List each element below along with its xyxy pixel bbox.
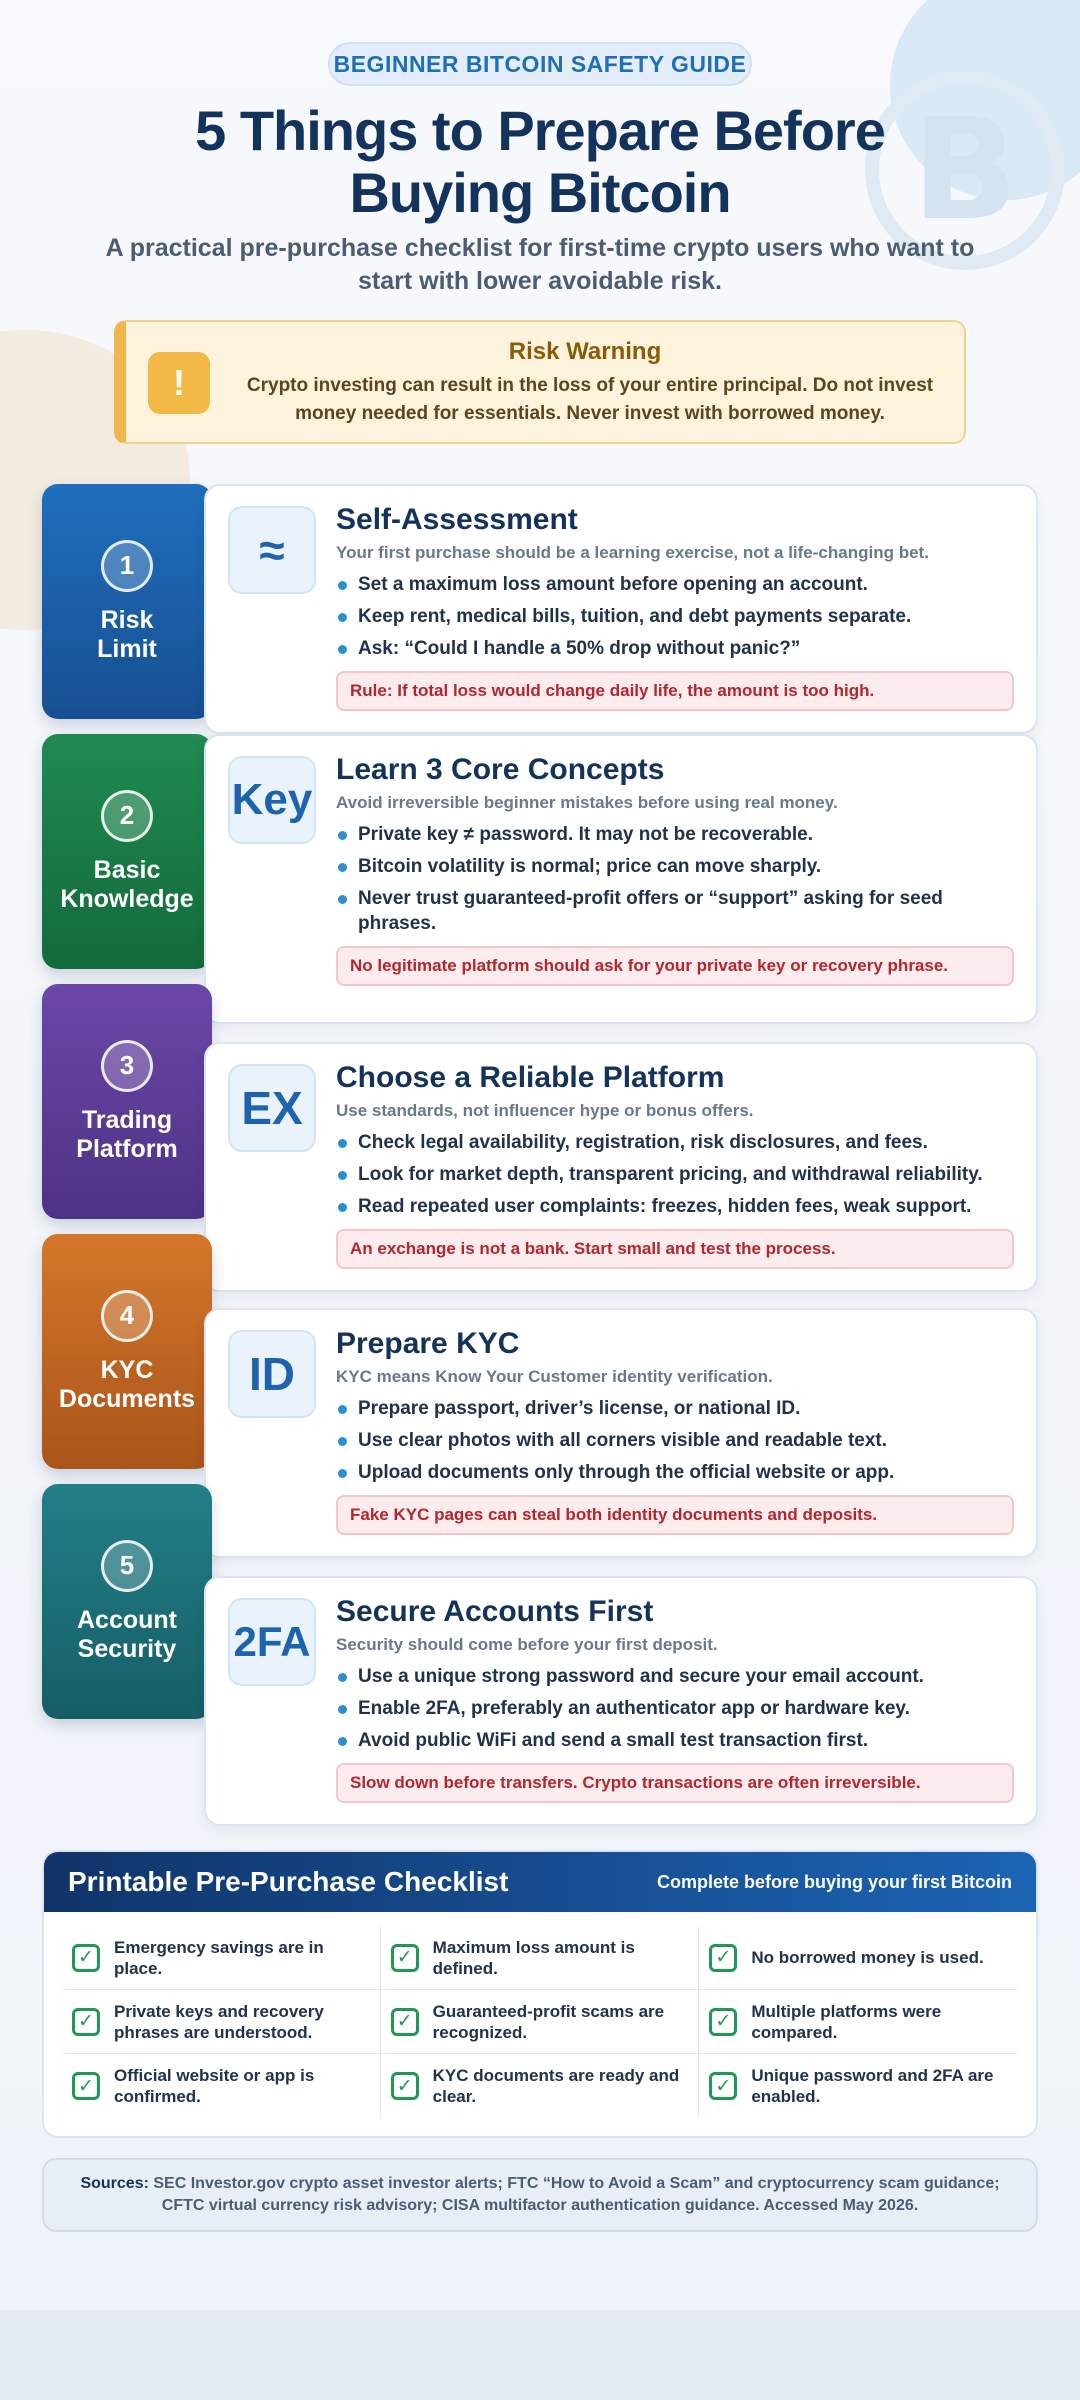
- bitcoin-symbol-icon: B: [865, 70, 1065, 270]
- step-card: [204, 484, 1038, 734]
- checklist-header: [44, 1852, 1036, 1912]
- checklist-item-label: Maximum loss amount is defined.: [432, 1937, 635, 1978]
- sources-text: [74, 2173, 1006, 2217]
- page-title: 5 Things to Prepare Before Buying Bitcoin: [195, 99, 885, 224]
- checklist-item[interactable]: [699, 1926, 1018, 1990]
- step-title: Learn 3 Core Concepts: [336, 753, 665, 786]
- exchange-icon: EX: [228, 1064, 316, 1152]
- id-card-icon: ID: [228, 1330, 316, 1418]
- bullet-item: Keep rent, medical bills, tuition, and debt payments separate.: [336, 604, 1014, 629]
- checklist-item[interactable]: [699, 2054, 1018, 2118]
- step-subtitle: KYC means Know Your Customer identity verification.: [336, 1367, 773, 1386]
- step-rule: Slow down before transfers. Crypto transactions are often irreversible.: [336, 1763, 1014, 1803]
- bullet-item: Enable 2FA, preferably an authenticator app or hardware key.: [336, 1696, 1014, 1721]
- guide-badge: BEGINNER BITCOIN SAFETY GUIDE: [328, 42, 752, 86]
- footer-band: [0, 2310, 1080, 2400]
- step-number: 1: [101, 540, 153, 592]
- step-number: 4: [101, 1290, 153, 1342]
- step-tab: [42, 984, 212, 1219]
- bullet-item: Check legal availability, registration, risk disclosures, and fees.: [336, 1130, 1014, 1155]
- step-title: Prepare KYC: [336, 1327, 520, 1360]
- checklist-item-label: Private keys and recovery phrases are understood.: [114, 2001, 324, 2042]
- checklist-item[interactable]: [62, 2054, 381, 2118]
- two-factor-icon: 2FA: [228, 1598, 316, 1686]
- bullet-item: Private key ≠ password. It may not be recoverable.: [336, 822, 1014, 847]
- warning-icon: !: [148, 352, 210, 414]
- checklist-item-label: KYC documents are ready and clear.: [432, 2066, 680, 2106]
- step-rule: An exchange is not a bank. Start small and test the process.: [336, 1229, 1014, 1269]
- bullet-item: Prepare passport, driver’s license, or national ID.: [336, 1396, 1014, 1421]
- checklist-item-label: Multiple platforms were compared.: [751, 2001, 942, 2042]
- bullet-item: Read repeated user complaints: freezes, hidden fees, weak support.: [336, 1194, 1014, 1219]
- checklist-note: Complete before buying your first Bitcoin: [656, 1871, 1012, 1892]
- checkbox-checked-icon[interactable]: ✓: [391, 2072, 419, 2100]
- step-bullets: [336, 1396, 1014, 1485]
- step-subtitle: Avoid irreversible beginner mistakes before using real money.: [336, 793, 838, 812]
- step-number: 5: [101, 1540, 153, 1592]
- step-rule: Rule: If total loss would change daily life, the amount is too high.: [336, 671, 1014, 711]
- step-subtitle: Use standards, not influencer hype or bonus offers.: [336, 1101, 754, 1120]
- bullet-item: Use a unique strong password and secure your email account.: [336, 1664, 1014, 1689]
- checklist-item[interactable]: [381, 2054, 700, 2118]
- step-card: [204, 734, 1038, 1024]
- step-tab: [42, 1484, 212, 1719]
- step-rule: No legitimate platform should ask for your private key or recovery phrase.: [336, 946, 1014, 986]
- bullet-item: Bitcoin volatility is normal; price can move sharply.: [336, 854, 1014, 879]
- step-tab: [42, 484, 212, 719]
- checklist-item-label: No borrowed money is used.: [751, 1948, 984, 1967]
- step-bullets: [336, 822, 1014, 936]
- step-title: Choose a Reliable Platform: [336, 1061, 725, 1094]
- step-tab: [42, 1234, 212, 1469]
- step-bullets: [336, 1130, 1014, 1219]
- checklist-grid: [62, 1926, 1018, 2118]
- step-card: [204, 1576, 1038, 1826]
- waves-icon: ≈: [228, 506, 316, 594]
- sources-body: SEC Investor.gov crypto asset investor alerts; FTC “How to Avoid a Scam” and cryptocurrency scam guidance; CFTC virtual currency risk advisory; CISA multifactor authentication guidance. Accessed May 2026.: [153, 2175, 1000, 2214]
- checklist-item-label: Emergency savings are in place.: [114, 1937, 324, 1978]
- bullet-item: Avoid public WiFi and send a small test transaction first.: [336, 1728, 1014, 1753]
- page-subtitle: A practical pre-purchase checklist for first-time crypto users who want to start with lower avoidable risk.: [105, 234, 975, 295]
- bullet-item: Set a maximum loss amount before opening an account.: [336, 572, 1014, 597]
- checkbox-checked-icon[interactable]: ✓: [709, 2072, 737, 2100]
- step-bullets: [336, 572, 1014, 661]
- checklist-item[interactable]: [381, 1926, 700, 1990]
- warning-title: Risk Warning: [508, 338, 662, 365]
- checkbox-checked-icon[interactable]: ✓: [709, 2008, 737, 2036]
- step-subtitle: Security should come before your first deposit.: [336, 1635, 718, 1654]
- step-tab-label: Basic Knowledge: [60, 855, 194, 913]
- checkbox-checked-icon[interactable]: ✓: [72, 1944, 100, 1972]
- step-subtitle: Your first purchase should be a learning exercise, not a life-changing bet.: [336, 543, 929, 562]
- checkbox-checked-icon[interactable]: ✓: [391, 1944, 419, 1972]
- step-card: [204, 1308, 1038, 1558]
- warning-text: Crypto investing can result in the loss of your entire principal. Do not invest money needed for essentials. Never invest with borrowed money.: [246, 375, 934, 424]
- step-title: Self-Assessment: [336, 503, 578, 536]
- checklist-item[interactable]: [62, 1990, 381, 2054]
- step-number: 2: [101, 790, 153, 842]
- step-card: [204, 1042, 1038, 1292]
- pre-purchase-checklist: [42, 1850, 1038, 2138]
- checkbox-checked-icon[interactable]: ✓: [72, 2008, 100, 2036]
- checkbox-checked-icon[interactable]: ✓: [72, 2072, 100, 2100]
- bullet-item: Never trust guaranteed-profit offers or “support” asking for seed phrases.: [336, 886, 1014, 936]
- checklist-item[interactable]: [381, 1990, 700, 2054]
- step-rule: Fake KYC pages can steal both identity documents and deposits.: [336, 1495, 1014, 1535]
- risk-warning-box: [114, 320, 966, 444]
- checklist-item-label: Official website or app is confirmed.: [114, 2066, 315, 2106]
- step-tab-label: KYC Documents: [58, 1355, 196, 1413]
- sources-box: [42, 2158, 1038, 2232]
- key-icon: Key: [228, 756, 316, 844]
- bullet-item: Look for market depth, transparent pricing, and withdrawal reliability.: [336, 1162, 1014, 1187]
- checklist-item-label: Unique password and 2FA are enabled.: [751, 2066, 994, 2106]
- bullet-item: Use clear photos with all corners visible and readable text.: [336, 1428, 1014, 1453]
- checklist-item[interactable]: [699, 1990, 1018, 2054]
- checklist-item[interactable]: [62, 1926, 381, 1990]
- bullet-item: Ask: “Could I handle a 50% drop without panic?”: [336, 636, 1014, 661]
- step-bullets: [336, 1664, 1014, 1753]
- step-tab: [42, 734, 212, 969]
- checkbox-checked-icon[interactable]: ✓: [391, 2008, 419, 2036]
- step-tab-label: Risk Limit: [97, 605, 157, 663]
- step-tab-label: Trading Platform: [76, 1105, 178, 1163]
- checkbox-checked-icon[interactable]: ✓: [709, 1944, 737, 1972]
- bullet-item: Upload documents only through the official website or app.: [336, 1460, 1014, 1485]
- checklist-item-label: Guaranteed-profit scams are recognized.: [432, 2001, 665, 2042]
- step-title: Secure Accounts First: [336, 1595, 654, 1628]
- sources-label: Sources:: [80, 2175, 149, 2192]
- step-tab-label: Account Security: [77, 1605, 177, 1663]
- step-number: 3: [101, 1040, 153, 1092]
- checklist-title: Printable Pre-Purchase Checklist: [68, 1866, 509, 1897]
